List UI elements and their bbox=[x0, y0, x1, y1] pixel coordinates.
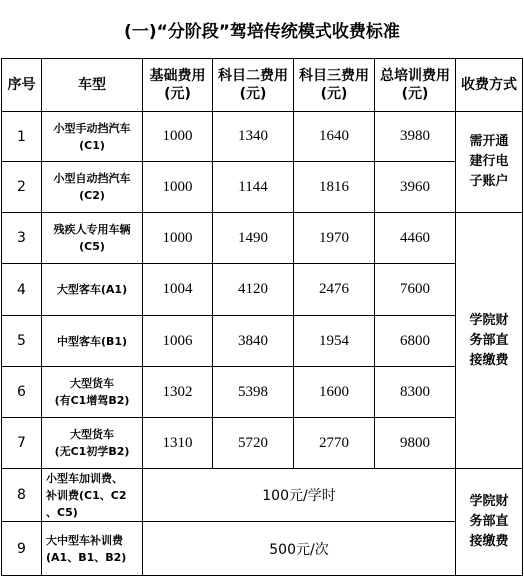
header-row bbox=[2, 59, 523, 112]
row-total: 4460 bbox=[375, 213, 456, 264]
row-total: 8300 bbox=[375, 367, 456, 418]
row-seq: 1 bbox=[2, 112, 42, 162]
row-type: 大型货车 (无C1初学B2) bbox=[42, 418, 143, 469]
header-subj2: 科目二费用 (元) bbox=[213, 59, 294, 112]
row-seq: 3 bbox=[2, 213, 42, 264]
fee-table bbox=[1, 58, 523, 576]
row-type: 小型自动挡汽车 (C2) bbox=[42, 162, 143, 213]
row-subj3: 1640 bbox=[294, 112, 375, 162]
payment-method-2: 学院财 务部直 接缴费 bbox=[456, 213, 523, 469]
table-row bbox=[2, 213, 523, 264]
row-total: 7600 bbox=[375, 264, 456, 316]
row-subj2: 5720 bbox=[213, 418, 294, 469]
row-subj2: 1144 bbox=[213, 162, 294, 213]
row-subj3: 1600 bbox=[294, 367, 375, 418]
row-basic: 1006 bbox=[143, 316, 213, 367]
row-fee: 500元/次 bbox=[143, 522, 456, 576]
table-row bbox=[2, 418, 523, 469]
row-subj3: 2476 bbox=[294, 264, 375, 316]
payment-method-3: 学院财 务部直 接缴费 bbox=[456, 469, 523, 576]
row-seq: 5 bbox=[2, 316, 42, 367]
header-pay: 收费方式 bbox=[456, 59, 523, 112]
table-row bbox=[2, 316, 523, 367]
row-total: 9800 bbox=[375, 418, 456, 469]
row-basic: 1000 bbox=[143, 162, 213, 213]
header-seq: 序号 bbox=[2, 59, 42, 112]
table-row bbox=[2, 162, 523, 213]
row-seq: 9 bbox=[2, 522, 42, 576]
table-title: (一)“分阶段”驾培传统模式收费标准 bbox=[124, 21, 400, 42]
row-subj3: 1970 bbox=[294, 213, 375, 264]
row-type: 残疾人专用车辆 (C5) bbox=[42, 213, 143, 264]
row-subj2: 3840 bbox=[213, 316, 294, 367]
row-type: 小型车加训费、 补训费(C1、C2 、C5) bbox=[42, 469, 143, 522]
row-subj2: 5398 bbox=[213, 367, 294, 418]
header-type: 车型 bbox=[42, 59, 143, 112]
table-row bbox=[2, 264, 523, 316]
row-basic: 1302 bbox=[143, 367, 213, 418]
table-row bbox=[2, 112, 523, 162]
row-total: 3960 bbox=[375, 162, 456, 213]
row-subj2: 1490 bbox=[213, 213, 294, 264]
row-subj3: 1816 bbox=[294, 162, 375, 213]
header-total: 总培训费用 (元) bbox=[375, 59, 456, 112]
row-total: 3980 bbox=[375, 112, 456, 162]
row-subj3: 2770 bbox=[294, 418, 375, 469]
row-fee: 100元/学时 bbox=[143, 469, 456, 522]
row-seq: 7 bbox=[2, 418, 42, 469]
row-type: 大型货车 (有C1增驾B2) bbox=[42, 367, 143, 418]
row-subj3: 1954 bbox=[294, 316, 375, 367]
row-type: 大中型车补训费 (A1、B1、B2) bbox=[42, 522, 143, 576]
row-type: 大型客车(A1) bbox=[42, 264, 143, 316]
row-seq: 8 bbox=[2, 469, 42, 522]
header-subj3: 科目三费用 (元) bbox=[294, 59, 375, 112]
row-basic: 1000 bbox=[143, 213, 213, 264]
row-total: 6800 bbox=[375, 316, 456, 367]
row-seq: 2 bbox=[2, 162, 42, 213]
row-seq: 4 bbox=[2, 264, 42, 316]
table-row bbox=[2, 522, 523, 576]
row-basic: 1310 bbox=[143, 418, 213, 469]
payment-method-1: 需开通 建行电 子账户 bbox=[456, 112, 523, 213]
row-basic: 1004 bbox=[143, 264, 213, 316]
row-seq: 6 bbox=[2, 367, 42, 418]
row-subj2: 4120 bbox=[213, 264, 294, 316]
row-subj2: 1340 bbox=[213, 112, 294, 162]
table-row bbox=[2, 469, 523, 522]
row-basic: 1000 bbox=[143, 112, 213, 162]
header-basic: 基础费用 (元) bbox=[143, 59, 213, 112]
row-type: 中型客车(B1) bbox=[42, 316, 143, 367]
row-type: 小型手动挡汽车 (C1) bbox=[42, 112, 143, 162]
table-row bbox=[2, 367, 523, 418]
